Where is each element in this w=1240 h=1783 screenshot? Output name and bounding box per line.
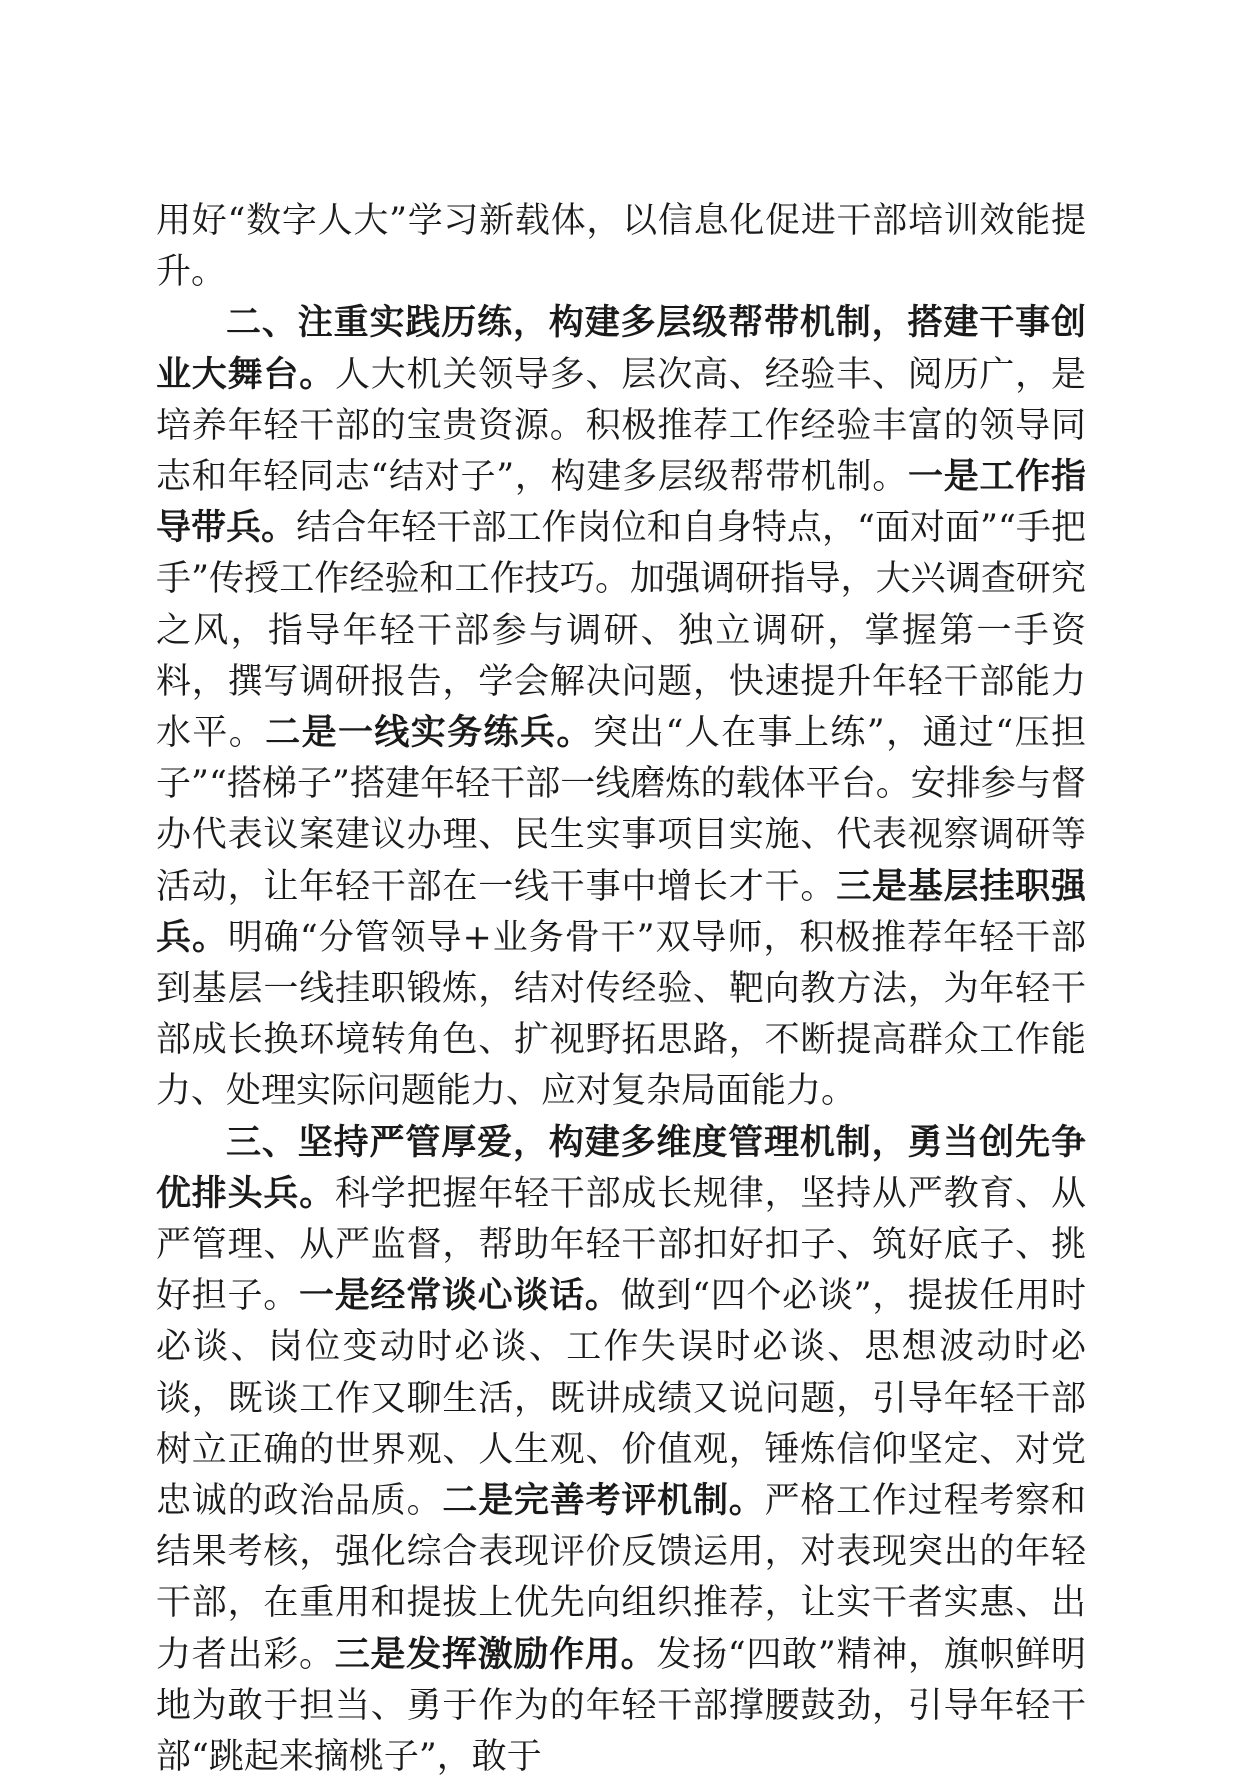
point-heading: 一是工作指导带兵。 <box>156 457 1086 549</box>
paragraph-practice-training <box>156 298 1086 1117</box>
body-text: 结合年轻干部工作岗位和自身特点，“面对面”“手把手”传授工作经验和工作技巧。加强调研指导，大兴调查研究之风，指导年轻干部参与调研、独立调研，掌握第一手资料，撰写调研报告，学会解决问题，快速提升年轻干部能力水平。 <box>156 508 1086 754</box>
body-text: 突出“人在事上练”，通过“压担子”“搭梯子”搭建年轻干部一线磨炼的载体平台。安排参与督办代表议案建议办理、民生实事项目实施、代表视察调研等活动，让年轻干部在一线干事中增长才干。 <box>156 713 1086 907</box>
section-heading-2: 二、注重实践历练，构建多层级帮带机制，搭建干事创业大舞台。 <box>156 303 1086 395</box>
body-text: 发扬“四敢”精神，旗帜鲜明地为敢于担当、勇于作为的年轻干部撑腰鼓劲，引导年轻干部“跳起来摘桃子”，敢于 <box>156 1634 1086 1778</box>
body-text: 人大机关领导多、层次高、经验丰、阅历广，是培养年轻干部的宝贵资源。积极推荐工作经验丰富的领导同志和年轻同志“结对子”，构建多层级帮带机制。 <box>156 354 1086 498</box>
point-heading: 三是发挥激励作用。 <box>334 1634 657 1675</box>
body-text: 做到“四个必谈”，提拔任用时必谈、岗位变动时必谈、工作失误时必谈、思想波动时必谈，既谈工作又聊生活，既讲成绩又说问题，引导年轻干部树立正确的世界观、人生观、价值观，锤炼信仰坚定、对党忠诚的政治品质。 <box>156 1276 1086 1522</box>
point-heading: 一是经常谈心谈话。 <box>298 1276 621 1317</box>
body-text: 用好“数字人大”学习新载体，以信息化促进干部培训效能提升。 <box>156 201 1086 293</box>
point-heading: 二是完善考评机制。 <box>442 1481 765 1522</box>
paragraph-continuation <box>156 196 1086 298</box>
body-text: 明确“分管领导+业务骨干”双导师，积极推荐年轻干部到基层一线挂职锻炼，结对传经验、靶向教方法，为年轻干部成长换环境转角色、扩视野拓思路，不断提高群众工作能力、处理实际问题能力、应对复杂局面能力。 <box>156 917 1086 1112</box>
point-heading: 三是基层挂职强兵。 <box>156 866 1086 958</box>
section-heading-3: 三、坚持严管厚爱，构建多维度管理机制，勇当创先争优排头兵。 <box>156 1122 1086 1214</box>
body-text: 科学把握年轻干部成长规律，坚持从严教育、从严管理、从严监督，帮助年轻干部扣好扣子、筑好底子、挑好担子。 <box>156 1173 1086 1317</box>
point-heading: 二是一线实务练兵。 <box>265 713 593 754</box>
paragraph-strict-management <box>156 1118 1086 1783</box>
body-text: 严格工作过程考察和结果考核，强化综合表现评价反馈运用，对表现突出的年轻干部，在重用和提拔上优先向组织推荐，让实干者实惠、出力者出彩。 <box>156 1481 1086 1675</box>
document-body <box>156 196 1086 1783</box>
